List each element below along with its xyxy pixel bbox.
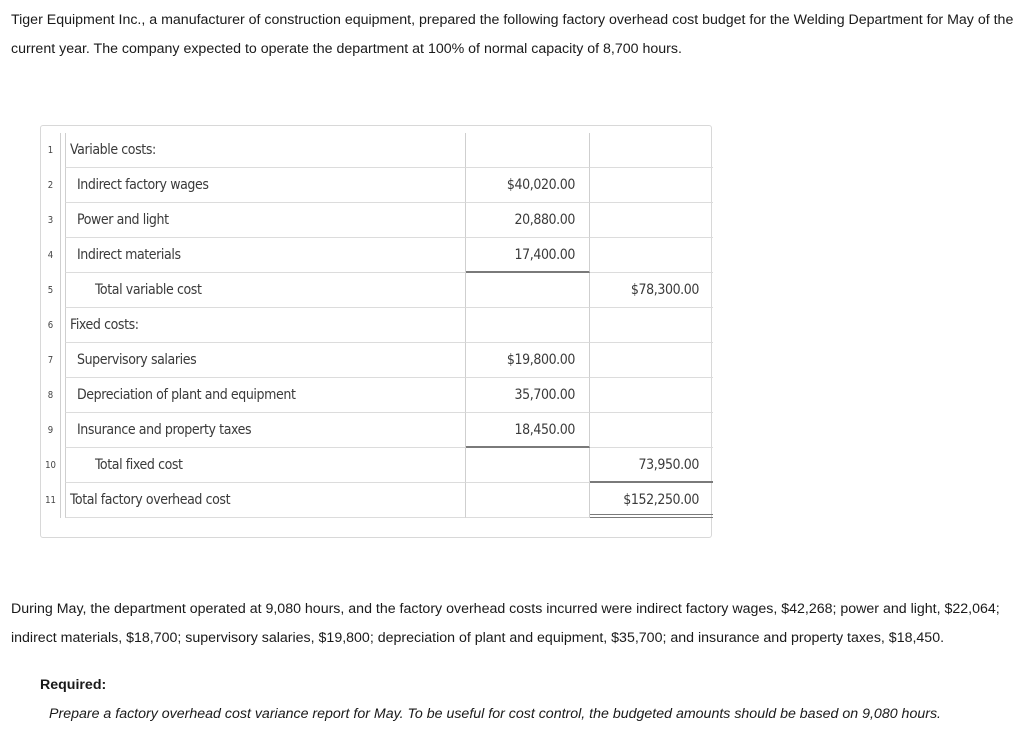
label-cell — [65, 378, 466, 413]
row-number: 9 — [41, 413, 61, 448]
amount-value: 73,950.00 — [638, 457, 699, 473]
row-label: Supervisory salaries — [77, 352, 197, 368]
row-label: Insurance and property taxes — [77, 422, 252, 438]
table-row — [41, 273, 713, 308]
amount-cell-2 — [590, 168, 713, 203]
amount-cell-1 — [466, 308, 590, 343]
label-cell — [65, 413, 466, 448]
amount-cell-2 — [590, 483, 713, 518]
row-number: 6 — [41, 308, 61, 343]
amount-value: 18,450.00 — [514, 422, 575, 438]
amount-value: $40,020.00 — [506, 177, 575, 193]
amount-value: 17,400.00 — [514, 247, 575, 263]
table-row — [41, 413, 713, 448]
amount-cell-1 — [466, 378, 590, 413]
label-cell — [65, 273, 466, 308]
label-cell — [65, 483, 466, 518]
amount-cell-1 — [466, 133, 590, 168]
table-row — [41, 168, 713, 203]
amount-cell-1 — [466, 203, 590, 238]
row-number: 10 — [41, 448, 61, 483]
row-number: 11 — [41, 483, 61, 518]
row-label: Total factory overhead cost — [70, 492, 231, 508]
amount-cell-1 — [466, 238, 590, 273]
table-row — [41, 133, 713, 168]
row-label: Depreciation of plant and equipment — [77, 387, 296, 403]
amount-cell-2 — [590, 378, 713, 413]
row-number: 3 — [41, 203, 61, 238]
amount-cell-2 — [590, 413, 713, 448]
amount-cell-1 — [466, 448, 590, 483]
row-number: 7 — [41, 343, 61, 378]
label-cell — [65, 238, 466, 273]
amount-value: $78,300.00 — [630, 282, 699, 298]
amount-value: 35,700.00 — [514, 387, 575, 403]
row-number: 5 — [41, 273, 61, 308]
required-instruction: Prepare a factory overhead cost variance report for May. To be useful for cost control, the budgeted amounts should be based on 9,080 hours. — [49, 706, 941, 722]
table-row — [41, 238, 713, 273]
label-cell — [65, 203, 466, 238]
row-number: 4 — [41, 238, 61, 273]
table-row — [41, 308, 713, 343]
table-row — [41, 378, 713, 413]
label-cell — [65, 133, 466, 168]
row-number: 8 — [41, 378, 61, 413]
amount-cell-1 — [466, 168, 590, 203]
row-number: 2 — [41, 168, 61, 203]
label-cell — [65, 448, 466, 483]
amount-cell-1 — [466, 413, 590, 448]
row-label: Indirect materials — [77, 247, 181, 263]
table-row — [41, 343, 713, 378]
amount-cell-1 — [466, 273, 590, 308]
required-heading: Required: — [40, 677, 107, 693]
row-label: Variable costs: — [70, 142, 156, 158]
table-row — [41, 203, 713, 238]
row-label: Fixed costs: — [70, 317, 139, 333]
amount-value: $19,800.00 — [506, 352, 575, 368]
amount-cell-2 — [590, 448, 713, 483]
table-row — [41, 448, 713, 483]
row-label: Total fixed cost — [95, 457, 183, 473]
amount-cell-2 — [590, 133, 713, 168]
amount-value: 20,880.00 — [514, 212, 575, 228]
label-cell — [65, 343, 466, 378]
amount-cell-2 — [590, 308, 713, 343]
row-label: Indirect factory wages — [77, 177, 209, 193]
row-label: Total variable cost — [95, 282, 202, 298]
row-label: Power and light — [77, 212, 169, 228]
row-number: 1 — [41, 133, 61, 168]
amount-value: $152,250.00 — [623, 492, 699, 508]
table-row — [41, 483, 713, 518]
actual-costs-paragraph: During May, the department operated at 9,080 hours, and the factory overhead costs incurred were indirect factory wages, $42,268; power and light, $22,064; indirect materials, $18,700; supervisory salaries, $19,800; depreciation of plant and equipment, $35,700; and insurance and property taxes, $18,450. — [11, 601, 1000, 646]
amount-cell-2 — [590, 203, 713, 238]
budget-table — [40, 125, 712, 538]
label-cell — [65, 168, 466, 203]
label-cell — [65, 308, 466, 343]
amount-cell-2 — [590, 343, 713, 378]
amount-cell-2 — [590, 238, 713, 273]
amount-cell-2 — [590, 273, 713, 308]
amount-cell-1 — [466, 483, 590, 518]
intro-paragraph: Tiger Equipment Inc., a manufacturer of construction equipment, prepared the following factory overhead cost budget for the Welding Department for May of the current year. The company expected to operate the department at 100% of normal capacity of 8,700 hours. — [11, 12, 1014, 57]
amount-cell-1 — [466, 343, 590, 378]
